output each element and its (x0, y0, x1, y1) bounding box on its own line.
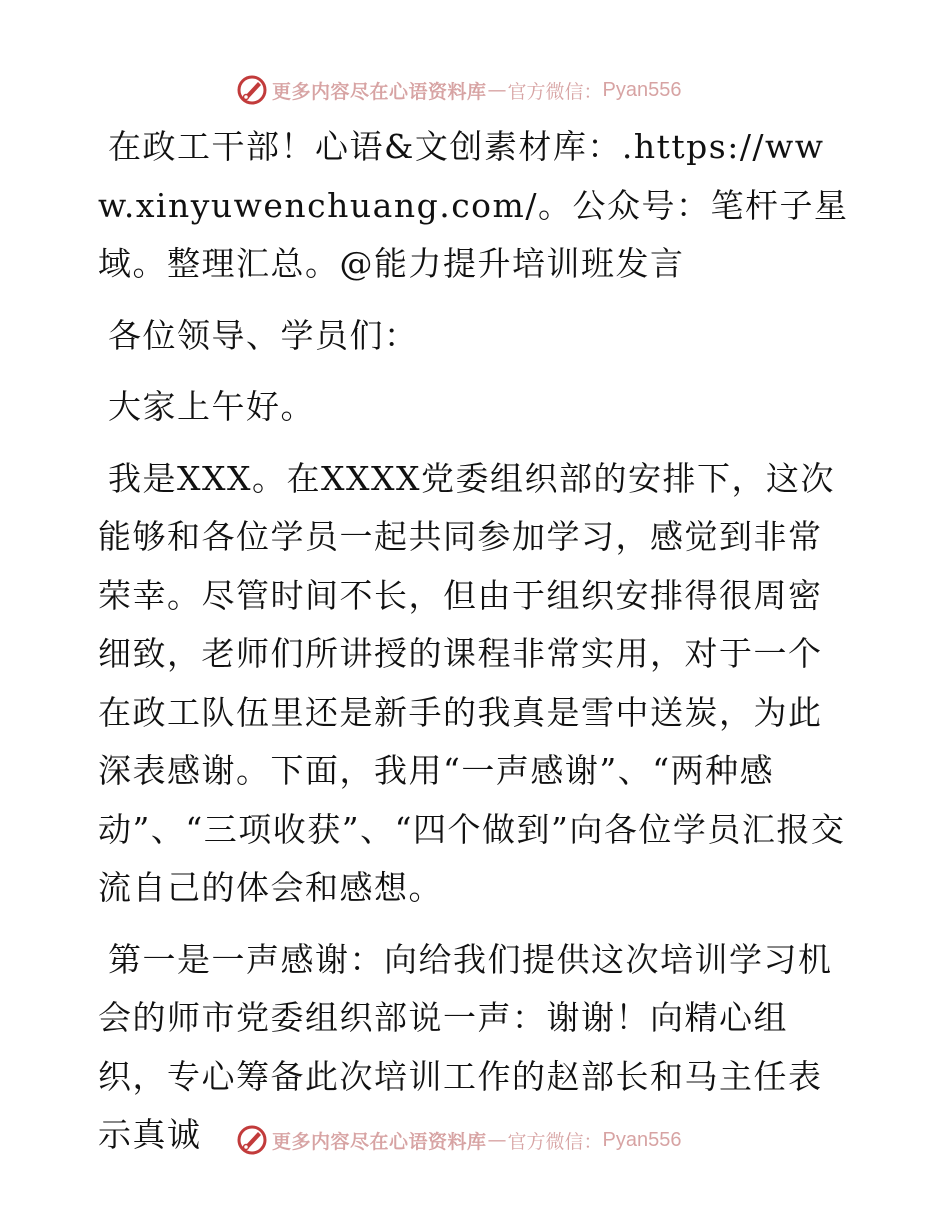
paragraph-intro: 在政工干部！心语&文创素材库：.https://www.xinyuwenchuang.com/。公众号：笔杆子星域。整理汇总。@能力提升培训班发言 (98, 127, 849, 283)
header-watermark (236, 73, 682, 107)
footer-watermark (236, 1123, 682, 1157)
watermark-separator: — (487, 1129, 507, 1151)
paragraph-salutation: 各位领导、学员们： (108, 315, 419, 355)
watermark-wechat-id: Pyan556 (602, 1128, 682, 1151)
watermark-brand-text: 更多内容尽在心语资料库 (272, 80, 487, 103)
document-body (98, 118, 854, 1165)
paragraph-first-point: 第一是一声感谢：向给我们提供这次培训学习机会的师市党委组织部说一声：谢谢！向精心组织，专心筹备此次培训工作的赵部长和马主任表示真诚 (98, 939, 833, 1154)
brand-logo-icon (236, 1124, 268, 1156)
watermark-separator: — (487, 79, 507, 101)
brand-logo-icon (236, 74, 268, 106)
paragraph-greeting: 大家上午好。 (108, 387, 315, 426)
watermark-wechat-id: Pyan556 (602, 78, 682, 101)
watermark-wechat-label: 官方微信： (507, 1130, 603, 1153)
paragraph-self-introduction: 我是XXX。在XXXX党委组织部的安排下，这次能够和各位学员一起共同参加学习，感觉到非常荣幸。尽管时间不长，但由于组织安排得很周密细致，老师们所讲授的课程非常实用，对于一个在政工队伍里还是新手的我真是雪中送炭，为此深表感谢。下面，我用“一声感谢”、“两种感动”、“三项收获”、“四个做到”向各位学员汇报交流自己的体会和感想。 (98, 458, 846, 907)
watermark-brand-text: 更多内容尽在心语资料库 (272, 1130, 487, 1153)
watermark-wechat-label: 官方微信： (507, 80, 603, 103)
